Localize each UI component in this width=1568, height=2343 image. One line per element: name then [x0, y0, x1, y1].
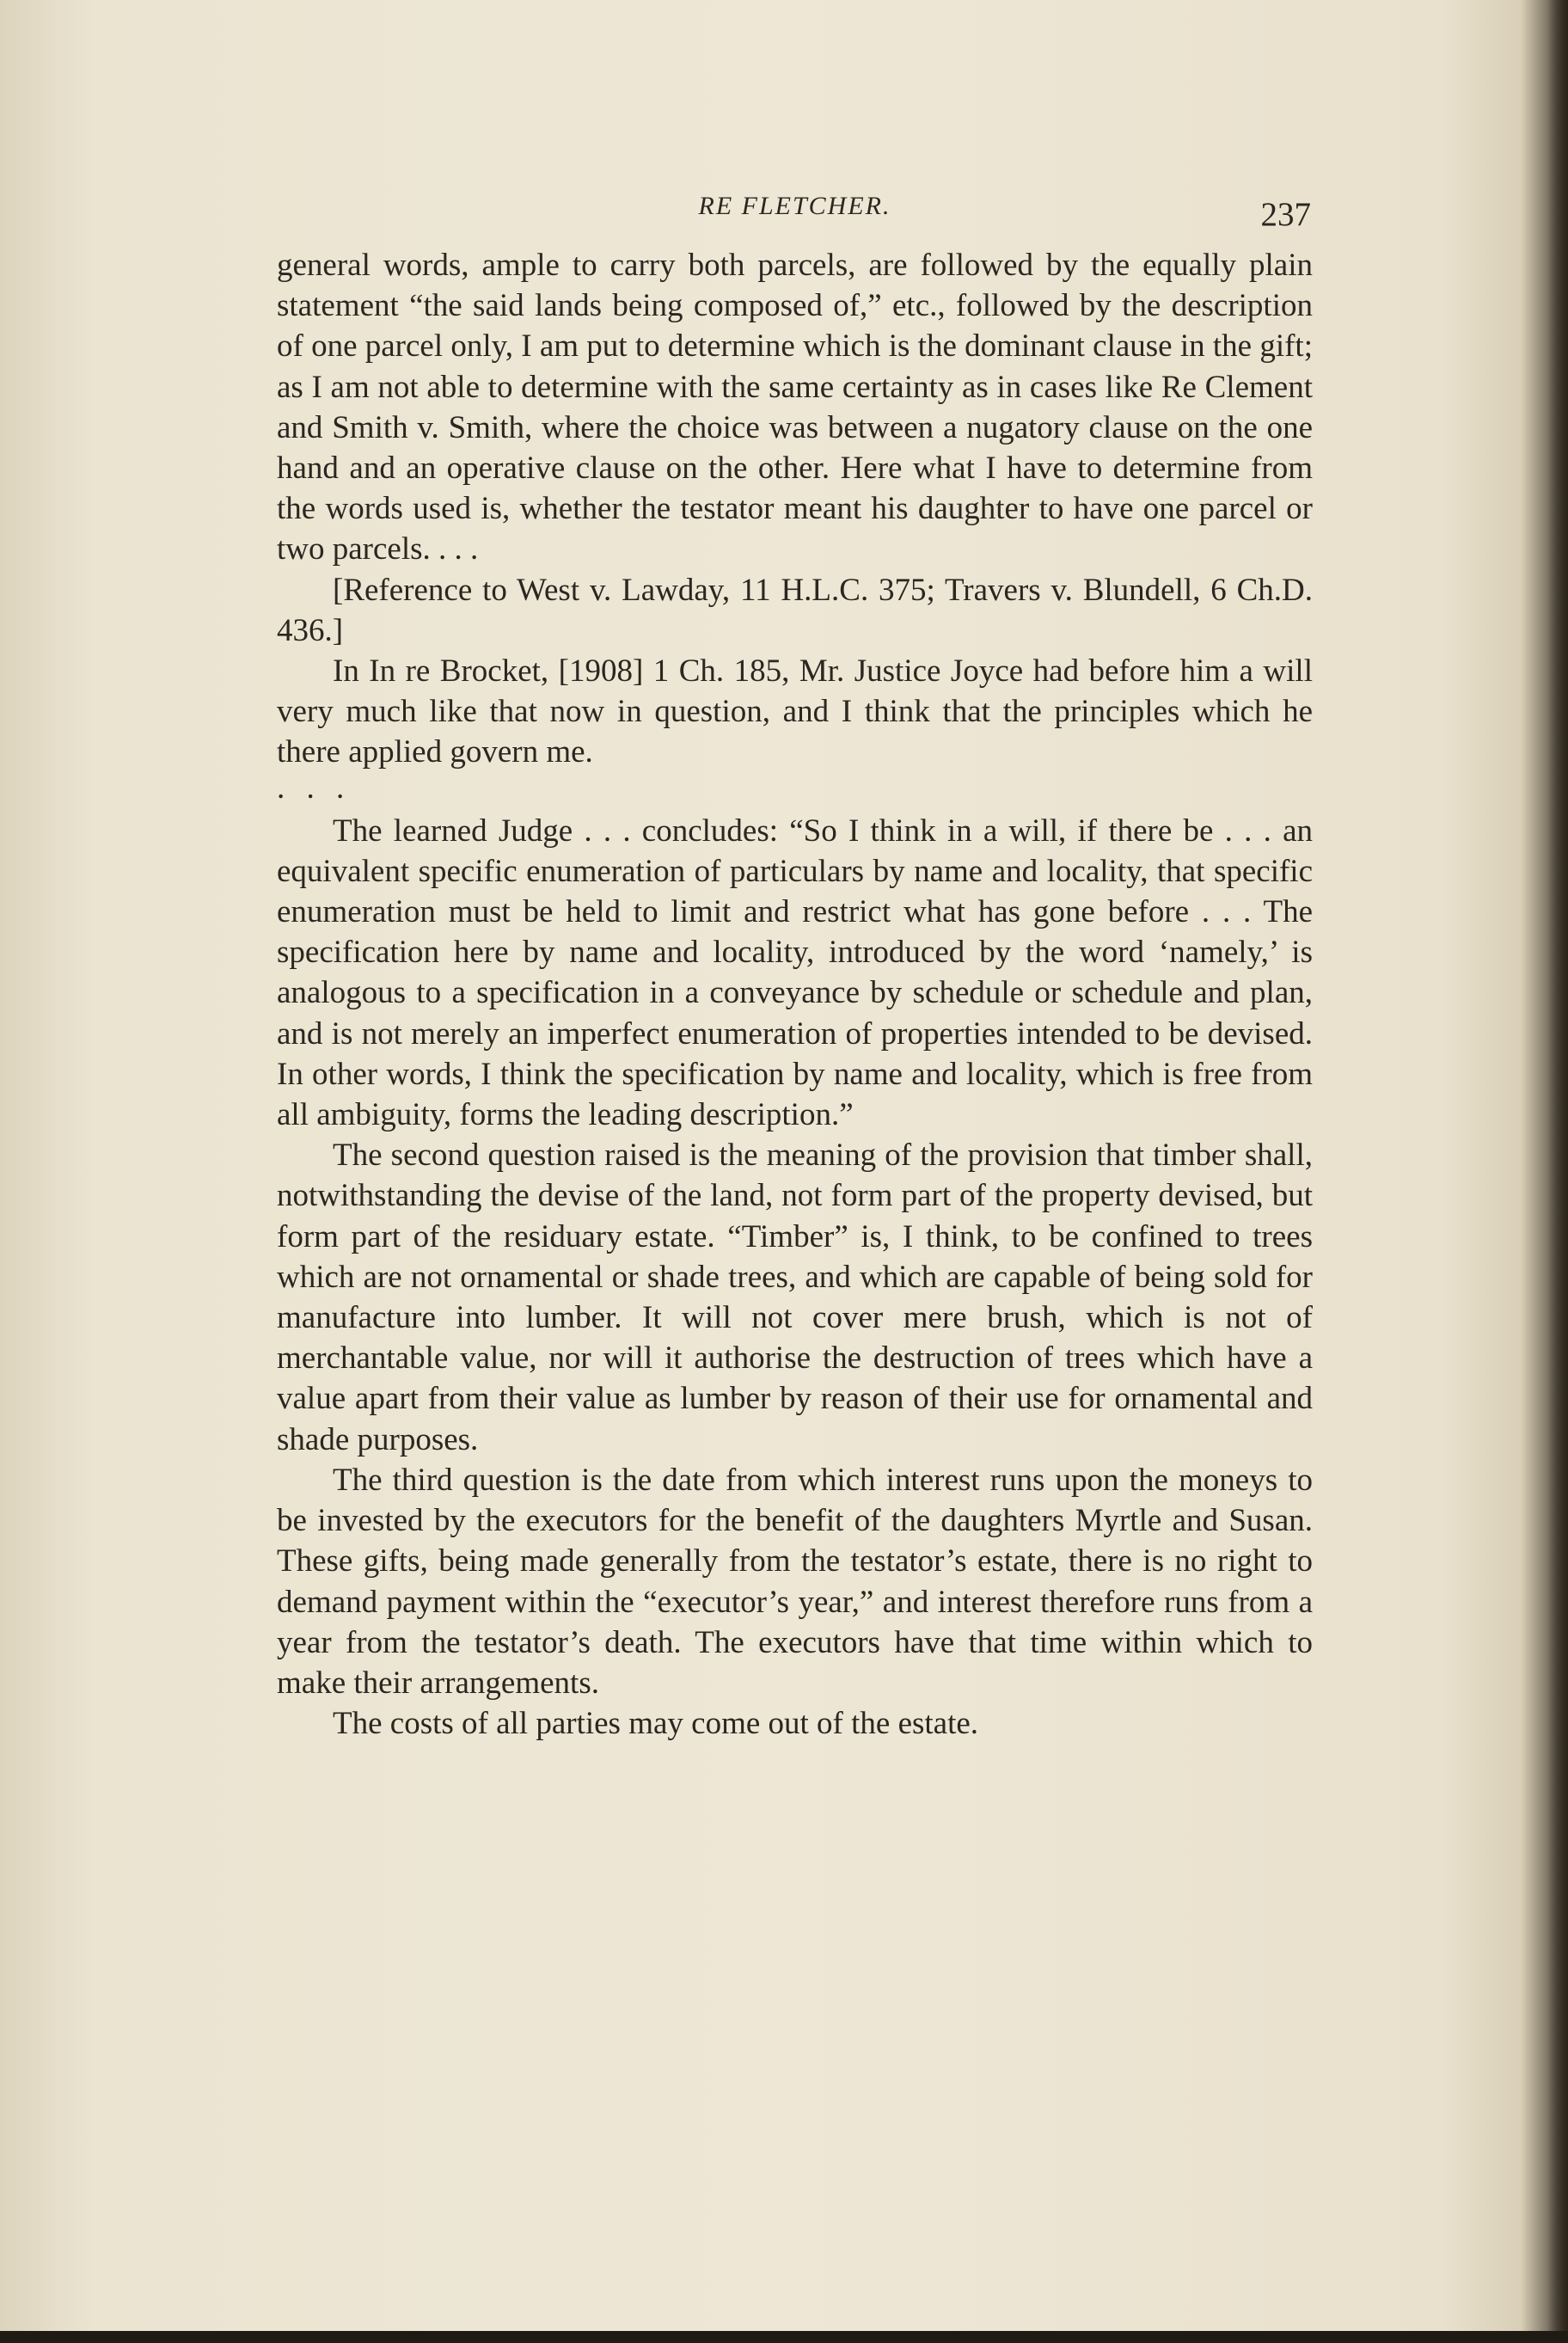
page-bottom-edge	[0, 2331, 1568, 2343]
paragraph-quotation: The learned Judge . . . concludes: “So I think in a will, if there be . . . an equivalent specific enumeration of particulars by name and locality, that specific enumeration must be held to limit and restrict what has gone before . . . The specification here by name and locality, introduced by the word ‘namely,’ is analogous to a specification in a conveyance by schedule or schedule and plan, and is not merely an imperfect enumeration of properties intended to be devised. In other words, I think the specification by name and locality, which is free from all ambiguity, forms the leading description.”	[277, 813, 1313, 1133]
running-head	[277, 185, 1313, 245]
page-gutter-shadow	[1547, 0, 1568, 2343]
paragraph-second-question: The second question raised is the meaning of the provision that timber shall, notwithstanding the devise of the land, not form part of the property devised, but form part of the residuary estate. “Timber” is, I think, to be confined to trees which are not ornamental or shade trees, and which are capable of being sold for manufacture into lumber. It will not cover mere brush, which is not of merchantable value, nor will it authorise the destruction of trees which have a value apart from their value as lumber by reason of their use for ornamental and shade purposes.	[277, 1138, 1313, 1457]
paragraph-third-question: The third question is the date from which interest runs upon the moneys to be invested by the executors for the benefit of the daughters Myrtle and Susan. These gifts, being made generally from the testator’s estate, there is no right to demand payment within the “executor’s year,” and interest therefore runs from a year from the testator’s death. The executors have that time within which to make their arrangements.	[277, 1462, 1313, 1701]
paragraph-reference-note: [Reference to West v. Lawday, 11 H.L.C. 375; Travers v. Blundell, 6 Ch.D. 436.]	[277, 572, 1313, 648]
paragraph-continuation: general words, ample to carry both parcels, are followed by the equally plain statement “the said lands being composed of,” etc., followed by the description of one parcel only, I am put to determine which is the dominant clause in the gift; as I am not able to determine with the same certainty as in cases like Re Clement and Smith v. Smith, where the choice was between a nugatory clause on the one hand and an operative clause on the other. Here what I have to determine from the words used is, whether the testator meant his daughter to have one parcel or two parcels. . . .	[277, 248, 1313, 567]
running-title: RE FLETCHER.	[698, 192, 891, 220]
text-block	[277, 185, 1313, 1744]
ellipsis-line: . . .	[277, 770, 352, 806]
page-number: 237	[1260, 196, 1311, 233]
paragraph-in-re-brocket: In In re Brocket, [1908] 1 Ch. 185, Mr. Justice Joyce had before him a will very much like that now in question, and I think that the principles which he there applied govern me.	[277, 653, 1313, 770]
paragraph-costs: The costs of all parties may come out of the estate.	[333, 1706, 979, 1742]
